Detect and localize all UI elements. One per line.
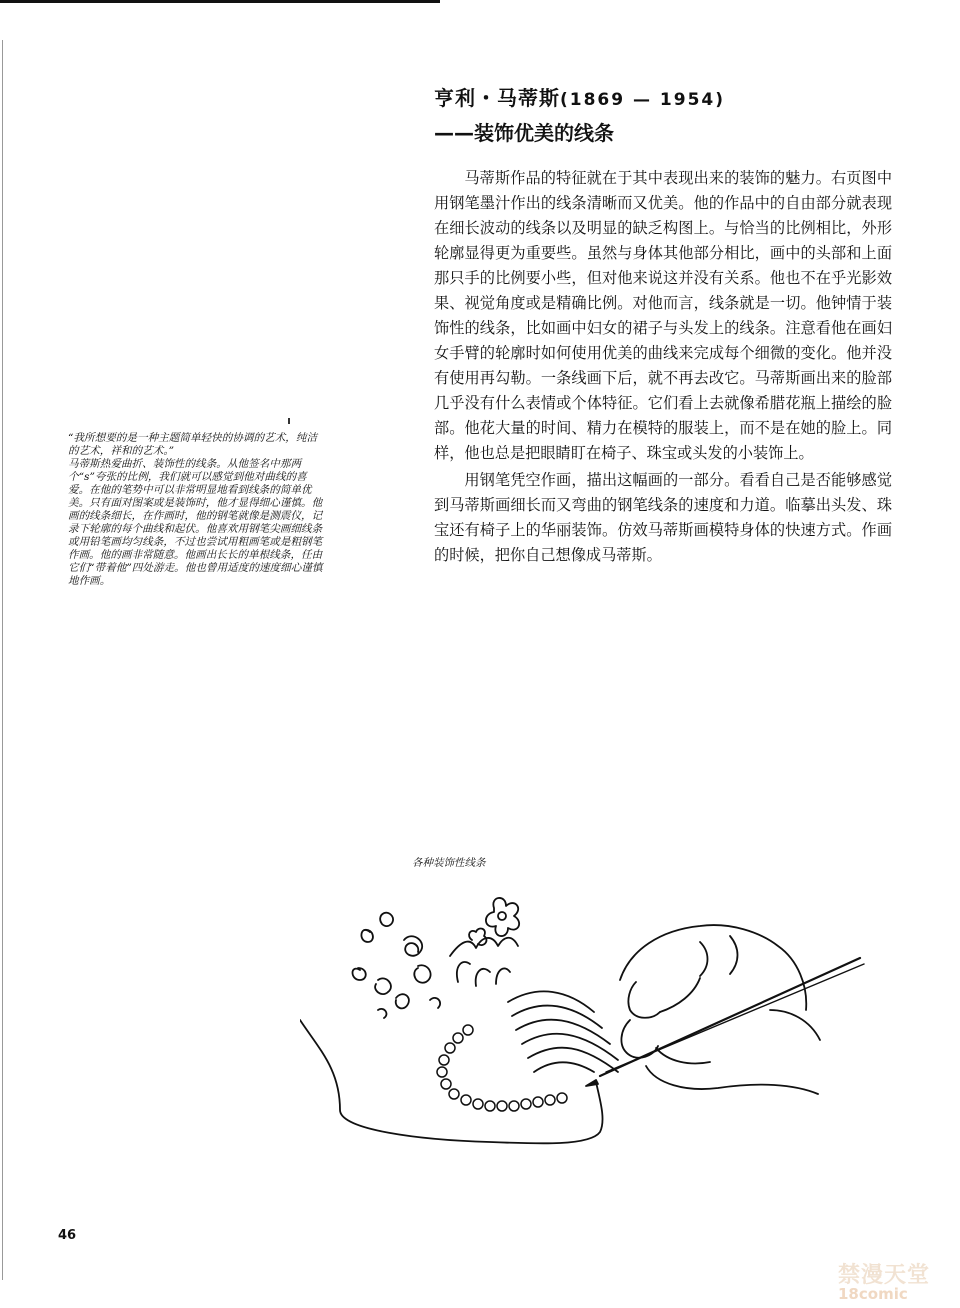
hand-with-pen-decorative-lines-drawing xyxy=(300,870,880,1220)
watermark-latin: 18comic xyxy=(838,1285,908,1303)
site-watermark xyxy=(838,1258,956,1304)
sidebar-quote: “我所想要的是一种主题简单轻快的协调的艺术，纯洁的艺术，祥和的艺术。” xyxy=(68,432,318,457)
artist-name: 亨利・马蒂斯 xyxy=(434,86,560,110)
sidebar-tick-mark xyxy=(288,418,290,424)
watermark-chinese: 禁漫天堂 xyxy=(838,1263,931,1288)
page-title xyxy=(434,84,904,114)
page-subtitle: ——装饰优美的线条 xyxy=(434,121,614,145)
body-text xyxy=(434,166,892,570)
sidebar-note xyxy=(68,432,324,588)
body-paragraph-2: 用钢笔凭空作画，描出这幅画的一部分。看看自己是否能够感觉到马蒂斯画细长而又弯曲的钢笔线条的速度和力道。临摹出头发、珠宝还有椅子上的华丽装饰。仿效马蒂斯画模特身体的快速方式。作画的时候，把你自己想像成马蒂斯。 xyxy=(434,471,892,564)
top-rule xyxy=(0,0,440,3)
heading-block xyxy=(434,84,904,148)
figure-caption: 各种装饰性线条 xyxy=(412,857,486,869)
sidebar-text: 马蒂斯热爱曲折、装饰性的线条。从他签名中那两个“s”夸张的比例，我们就可以感觉到他对曲线的喜爱。在他的笔势中可以非常明显地看到线条的简单优美。只有面对图案或是装饰时，他才显得细心谨慎。他画的线条细长，在作画时，他的钢笔就像是测震仪，记录下轮廓的每个曲线和起伏。他喜欢用钢笔尖画细线条或用铅笔画均匀线条，不过也尝试用粗画笔或是粗钢笔作画。他的画非常随意。他画出长长的单根线条，任由它们“带着他”四处游走。他也曾用适度的速度细心谨慎地作画。 xyxy=(68,458,323,587)
page-number: 46 xyxy=(58,1228,77,1243)
artist-dates: (1869 — 1954) xyxy=(560,90,726,110)
body-paragraph-1: 马蒂斯作品的特征就在于其中表现出来的装饰的魅力。右页图中用钢笔墨汁作出的线条清晰而又优美。他的作品中的自由部分就表现在细长波动的线条以及明显的缺乏构图上。与恰当的比例相比，外形轮廓显得更为重要些。虽然与身体其他部分相比，画中的头部和上面那只手的比例要小些，但对他来说这并没有关系。他也不在乎光影效果、视觉角度或是精确比例。对他而言，线条就是一切。他钟情于装饰性的线条，比如画中妇女的裙子与头发上的线条。注意看他在画妇女手臂的轮廓时如何使用优美的曲线来完成每个细微的变化。他并没有使用再勾勒。一条线画下后，就不再去改它。马蒂斯画出来的脸部几乎没有什么表情或个体特征。它们看上去就像希腊花瓶上描绘的脸部。他花大量的时间、精力在模特的服装上，而不是在她的脸上。同样，他也总是把眼睛盯在椅子、珠宝或头发的小装饰上。 xyxy=(434,169,892,462)
page-edge-rule xyxy=(2,40,3,1280)
